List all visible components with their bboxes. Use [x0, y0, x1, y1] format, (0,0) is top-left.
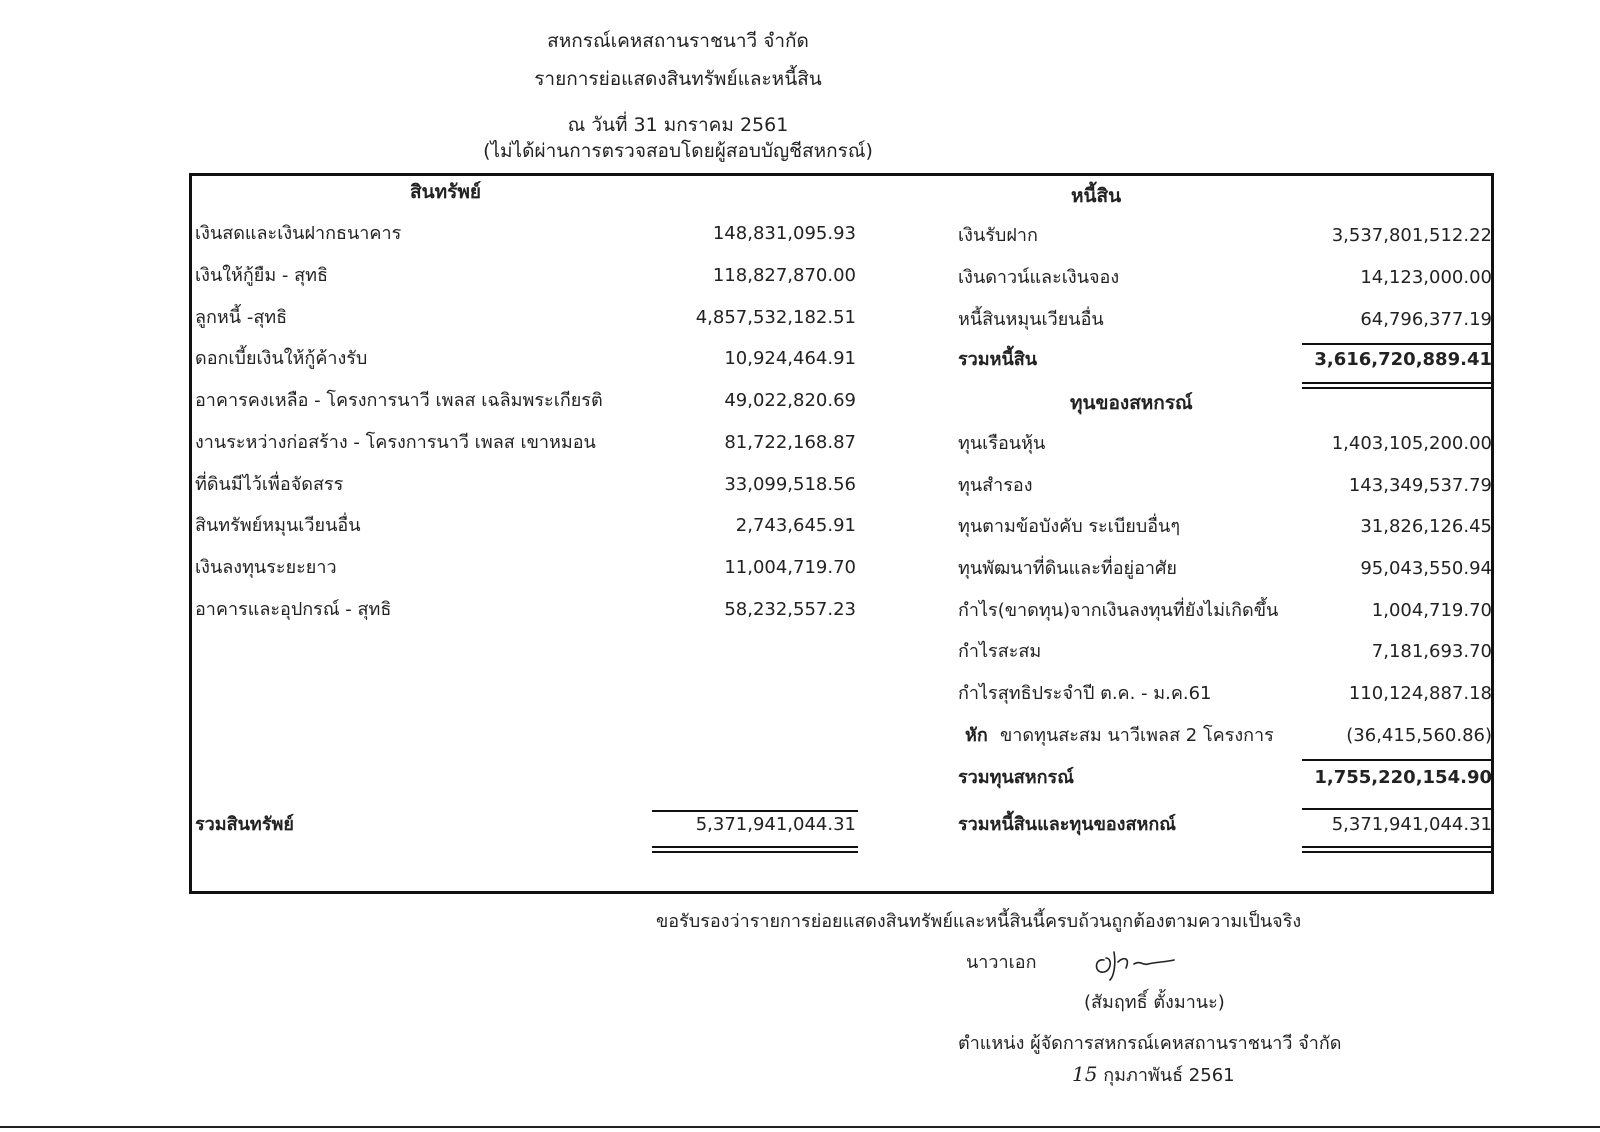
liability-label: เงินดาวน์และเงินจอง	[958, 267, 1120, 288]
deduct-label: ขาดทุนสะสม นาวีเพลส 2 โครงการ	[1000, 725, 1274, 746]
audit-note: (ไม่ได้ผ่านการตรวจสอบโดยผู้สอบบัญชีสหกรณ์)	[483, 140, 873, 162]
grand-total-double-rule-2	[1302, 851, 1494, 853]
asset-value: 58,232,557.23	[724, 599, 856, 620]
asset-label: ลูกหนี้ -สุทธิ	[195, 307, 288, 328]
asset-label: อาคารคงเหลือ - โครงการนาวี เพลส เฉลิมพระเกียรติ	[195, 390, 603, 411]
signed-month-year: กุมภาพันธ์ 2561	[1103, 1065, 1235, 1086]
grand-total-double-rule-1	[1302, 846, 1494, 848]
asset-label: ที่ดินมีไว้เพื่อจัดสรร	[195, 474, 344, 495]
deduct-value: (36,415,560.86)	[1346, 725, 1492, 746]
asset-value: 2,743,645.91	[735, 515, 856, 536]
equity-value: 7,181,693.70	[1371, 641, 1492, 662]
grand-total-value: 5,371,941,044.31	[1331, 814, 1492, 835]
liability-value: 3,537,801,512.22	[1331, 225, 1492, 246]
org-name: สหกรณ์เคหสถานราชนาวี จำกัด	[547, 30, 809, 52]
equity-total-top-rule	[1302, 759, 1494, 761]
equity-heading: ทุนของสหกรณ์	[1070, 392, 1193, 414]
equity-label: กำไรสะสม	[958, 641, 1042, 662]
liabilities-total-label: รวมหนี้สิน	[958, 349, 1038, 370]
asset-label: เงินสดและเงินฝากธนาคาร	[195, 223, 402, 244]
asset-value: 11,004,719.70	[724, 557, 856, 578]
signed-date	[1072, 1060, 1235, 1089]
asset-value: 81,722,168.87	[724, 432, 856, 453]
asset-label: อาคารและอุปกรณ์ - สุทธิ	[195, 599, 392, 620]
equity-total-value: 1,755,220,154.90	[1314, 767, 1492, 788]
liabilities-total-top-rule	[1302, 343, 1494, 345]
liabilities-heading: หนี้สิน	[1071, 185, 1122, 207]
asset-value: 118,827,870.00	[712, 265, 856, 286]
asset-label: เงินลงทุนระยะยาว	[195, 557, 337, 578]
assets-total-value: 5,371,941,044.31	[695, 814, 856, 835]
liabilities-total-value: 3,616,720,889.41	[1314, 349, 1492, 370]
equity-value: 1,403,105,200.00	[1331, 433, 1492, 454]
equity-label: ทุนตามข้อบังคับ ระเบียบอื่นๆ	[958, 516, 1181, 537]
grand-total-label: รวมหนี้สินและทุนของสหกณ์	[958, 814, 1176, 835]
equity-label: กำไร(ขาดทุน)จากเงินลงทุนที่ยังไม่เกิดขึ้น	[958, 600, 1279, 621]
deduct-prefix: หัก	[965, 725, 988, 746]
equity-total-label: รวมทุนสหกรณ์	[958, 767, 1074, 788]
equity-label: ทุนพัฒนาที่ดินและที่อยู่อาศัย	[958, 558, 1177, 579]
equity-value: 31,826,126.45	[1360, 516, 1492, 537]
liability-label: หนี้สินหมุนเวียนอื่น	[958, 309, 1104, 330]
assets-heading: สินทรัพย์	[410, 181, 481, 203]
page-bottom-rule	[0, 1126, 1600, 1128]
assets-total-double-rule-1	[652, 846, 858, 848]
grand-total-top-rule	[1302, 808, 1494, 810]
equity-label: กำไรสุทธิประจำปี ต.ค. - ม.ค.61	[958, 683, 1212, 704]
equity-value: 143,349,537.79	[1348, 475, 1492, 496]
liabilities-total-double-rule-1	[1302, 382, 1494, 384]
assets-total-label: รวมสินทรัพย์	[195, 814, 294, 835]
liability-label: เงินรับฝาก	[958, 225, 1038, 246]
equity-label: ทุนสำรอง	[958, 475, 1033, 496]
assets-total-double-rule-2	[652, 851, 858, 853]
report-title: รายการย่อแสดงสินทรัพย์และหนี้สิน	[534, 68, 822, 90]
liabilities-total-double-rule-2	[1302, 387, 1494, 389]
asset-value: 33,099,518.56	[724, 474, 856, 495]
signer-name: (สัมฤทธิ์ ตั้งมานะ)	[1084, 992, 1225, 1013]
signer-rank: นาวาเอก	[966, 952, 1037, 973]
signed-day-handwritten: 15	[1072, 1062, 1098, 1086]
certification-text: ขอรับรองว่ารายการย่อยแสดงสินทรัพย์และหนี้สินนี้ครบถ้วนถูกต้องตามความเป็นจริง	[656, 911, 1302, 932]
equity-label: ทุนเรือนหุ้น	[958, 433, 1046, 454]
asset-label: สินทรัพย์หมุนเวียนอื่น	[195, 515, 361, 536]
report-date: ณ วันที่ 31 มกราคม 2561	[567, 114, 789, 136]
asset-value: 49,022,820.69	[724, 390, 856, 411]
asset-value: 4,857,532,182.51	[695, 307, 856, 328]
asset-value: 10,924,464.91	[724, 348, 856, 369]
asset-label: งานระหว่างก่อสร้าง - โครงการนาวี เพลส เขาหมอน	[195, 432, 596, 453]
liability-value: 64,796,377.19	[1360, 309, 1492, 330]
asset-value: 148,831,095.93	[712, 223, 856, 244]
signature-scribble	[1090, 942, 1180, 982]
liability-value: 14,123,000.00	[1360, 267, 1492, 288]
assets-total-top-rule	[652, 810, 858, 812]
equity-value: 95,043,550.94	[1360, 558, 1492, 579]
signer-position: ตำแหน่ง ผู้จัดการสหกรณ์เคหสถานราชนาวี จำกัด	[958, 1033, 1342, 1054]
equity-value: 110,124,887.18	[1348, 683, 1492, 704]
asset-label: ดอกเบี้ยเงินให้กู้ค้างรับ	[195, 348, 368, 369]
equity-value: 1,004,719.70	[1371, 600, 1492, 621]
asset-label: เงินให้กู้ยืม - สุทธิ	[195, 265, 328, 286]
